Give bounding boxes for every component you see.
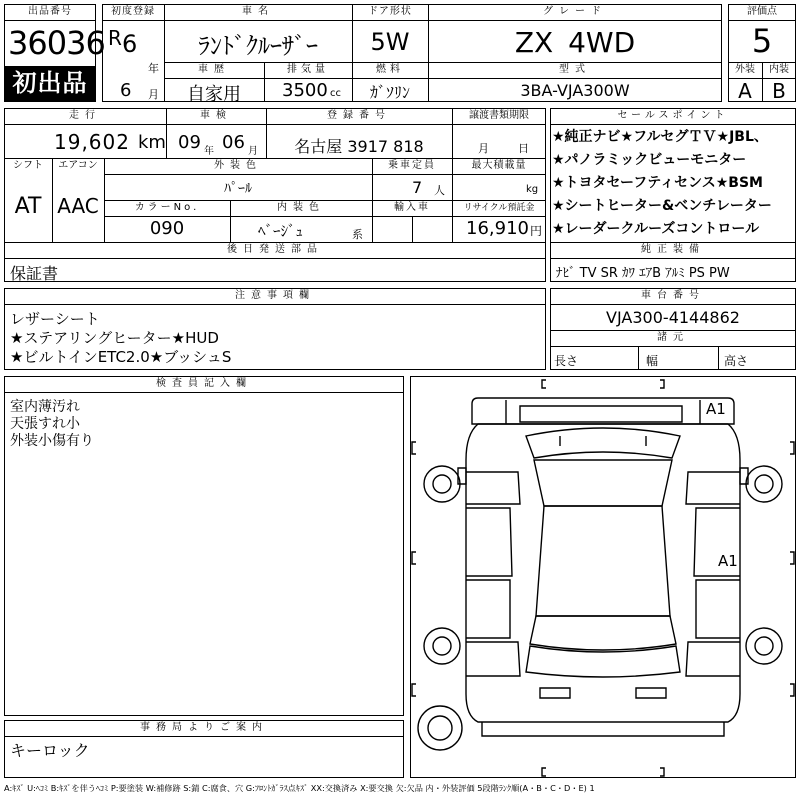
- reg-header: 初度登録: [111, 6, 155, 17]
- sales-line: ★シートヒーター&ベンチレーター: [552, 198, 772, 214]
- lot-number: 36036: [8, 24, 105, 62]
- inspection-month: 06: [222, 132, 245, 153]
- name-header: 車名: [242, 6, 274, 17]
- car-name: ﾗﾝﾄﾞｸﾙｰｻﾞｰ: [198, 32, 318, 60]
- model-code: 3BA-VJA300W: [520, 81, 630, 100]
- recycle-fee: 16,910: [466, 218, 529, 239]
- score-value: 5: [751, 22, 773, 60]
- grade: ZX 4WD: [514, 26, 636, 59]
- width-label: 幅: [646, 354, 659, 368]
- legend-text: A:ｷｽﾞ U:ﾍｺﾐ B:ｷｽﾞを伴うﾍｺﾐ P:要塗装 W:補修跡 S:錆 C:腐食、穴 G:ﾌﾛﾝﾄｶﾞﾗｽ点ｷｽﾞ XX:交換済み X:要交換 欠:欠品 内・外装評価 5段階ﾗﾝｸ順(A・B・C・D・E) 1: [4, 783, 595, 793]
- transfer-month-label: 月: [478, 142, 489, 155]
- color-no: 090: [149, 218, 185, 239]
- first-listing-label: 初出品: [12, 69, 88, 97]
- era-label: R: [108, 26, 122, 50]
- office-text: キーロック: [10, 741, 90, 760]
- grade-header: グレード: [543, 6, 607, 17]
- sales-line: ★レーダークルーズコントロール: [552, 221, 760, 237]
- color-header: 外装色: [214, 160, 262, 171]
- dims-header: 諸元: [657, 332, 689, 343]
- office-header: 事務局よりご案内: [140, 722, 268, 733]
- plate-header: 登録番号: [327, 110, 391, 121]
- int-color: ﾍﾞｰｼﾞｭ: [258, 222, 304, 240]
- inspection-header: 車検: [200, 110, 232, 121]
- ac-header: エアコン: [58, 160, 98, 171]
- door-header: ドア形状: [368, 6, 412, 17]
- car-diagram: [410, 376, 796, 778]
- capacity-unit: 人: [434, 184, 445, 197]
- model-header: 型式: [559, 64, 591, 75]
- notes-line: レザーシート: [10, 310, 100, 328]
- chassis-header: 車台番号: [641, 290, 705, 301]
- color-no-header: カラーNo.: [134, 202, 200, 213]
- later-parts: 保証書: [10, 264, 59, 283]
- exterior-grade: A: [738, 79, 752, 103]
- km-unit: km: [138, 132, 166, 153]
- inspector-header: 検査員記入欄: [156, 378, 252, 389]
- damage-mark-side: A1: [718, 552, 738, 570]
- reg-year: 6: [122, 30, 138, 58]
- history: 自家用: [187, 84, 241, 105]
- fuel-header: 燃料: [376, 64, 404, 75]
- load-header: 最大積載量: [471, 160, 527, 171]
- ac: AAC: [57, 194, 99, 218]
- recycle-header: リサイクル預託金: [463, 203, 535, 213]
- mileage: 19,602: [54, 130, 130, 154]
- sales-line: ★トヨタセーフティセンス★BSM: [552, 175, 763, 191]
- history-header: 車歴: [198, 64, 230, 75]
- inspector-line: 室内薄汚れ: [10, 399, 80, 415]
- lot-header: 出品番号: [28, 6, 72, 17]
- interior-grade: B: [772, 79, 786, 103]
- fuel: ｶﾞｿﾘﾝ: [369, 83, 410, 102]
- height-label: 高さ: [724, 354, 749, 368]
- notes-header: 注意事項欄: [235, 290, 315, 301]
- sales-header: セールスポイント: [617, 110, 729, 121]
- exterior-header: 外装: [735, 64, 755, 75]
- yen-unit: 円: [530, 224, 543, 238]
- inspection-year: 09: [178, 132, 201, 153]
- chassis-number: VJA300-4144862: [606, 308, 740, 327]
- equip-items: ﾅﾋﾞ TV SR ｶﾜ ｴｱB ｱﾙﾐ PS PW: [556, 266, 730, 281]
- equip-header: 純正装備: [641, 244, 705, 255]
- mileage-header: 走行: [69, 110, 101, 121]
- notes-line: ★ステアリングヒーター★HUD: [10, 329, 219, 347]
- later-header: 後日発送部品: [227, 244, 323, 255]
- shift: AT: [14, 194, 42, 219]
- capacity-header: 乗車定員: [388, 160, 436, 171]
- cc-unit: cc: [330, 88, 341, 99]
- notes-line: ★ビルトインETC2.0★ブッシュS: [10, 348, 232, 366]
- transfer-day-label: 日: [518, 142, 529, 155]
- plate-number: 名古屋 3917 818: [294, 137, 424, 156]
- interior-header: 内装: [769, 64, 789, 75]
- year-unit: 年: [148, 62, 159, 75]
- sales-line: ★パノラミックビューモニター: [552, 152, 747, 168]
- length-label: 長さ: [554, 354, 579, 368]
- int-color-header: 内装色: [277, 202, 325, 213]
- exterior-color: ﾊﾟｰﾙ: [224, 181, 252, 197]
- import-header: 輸入車: [394, 202, 430, 213]
- displacement-header: 排気量: [287, 64, 329, 75]
- int-color-unit: 系: [352, 228, 363, 241]
- reg-month: 6: [120, 80, 132, 101]
- inspection-month-unit: 月: [248, 146, 258, 157]
- shift-header: シフト: [13, 160, 43, 171]
- inspection-year-unit: 年: [204, 146, 214, 157]
- inspector-line: 天張すれ小: [10, 416, 80, 432]
- sales-line: ★純正ナビ★フルセグＴＶ★JBL、: [552, 129, 768, 145]
- displacement: 3500: [282, 80, 328, 101]
- transfer-header: 譲渡書類期限: [469, 110, 529, 121]
- load-unit: kg: [526, 184, 539, 195]
- inspector-line: 外装小傷有り: [10, 433, 94, 449]
- month-unit: 月: [148, 88, 159, 101]
- score-header: 評価点: [747, 6, 777, 17]
- damage-mark-top: A1: [706, 400, 726, 418]
- door-type: 5W: [370, 28, 410, 56]
- capacity: 7: [412, 178, 423, 197]
